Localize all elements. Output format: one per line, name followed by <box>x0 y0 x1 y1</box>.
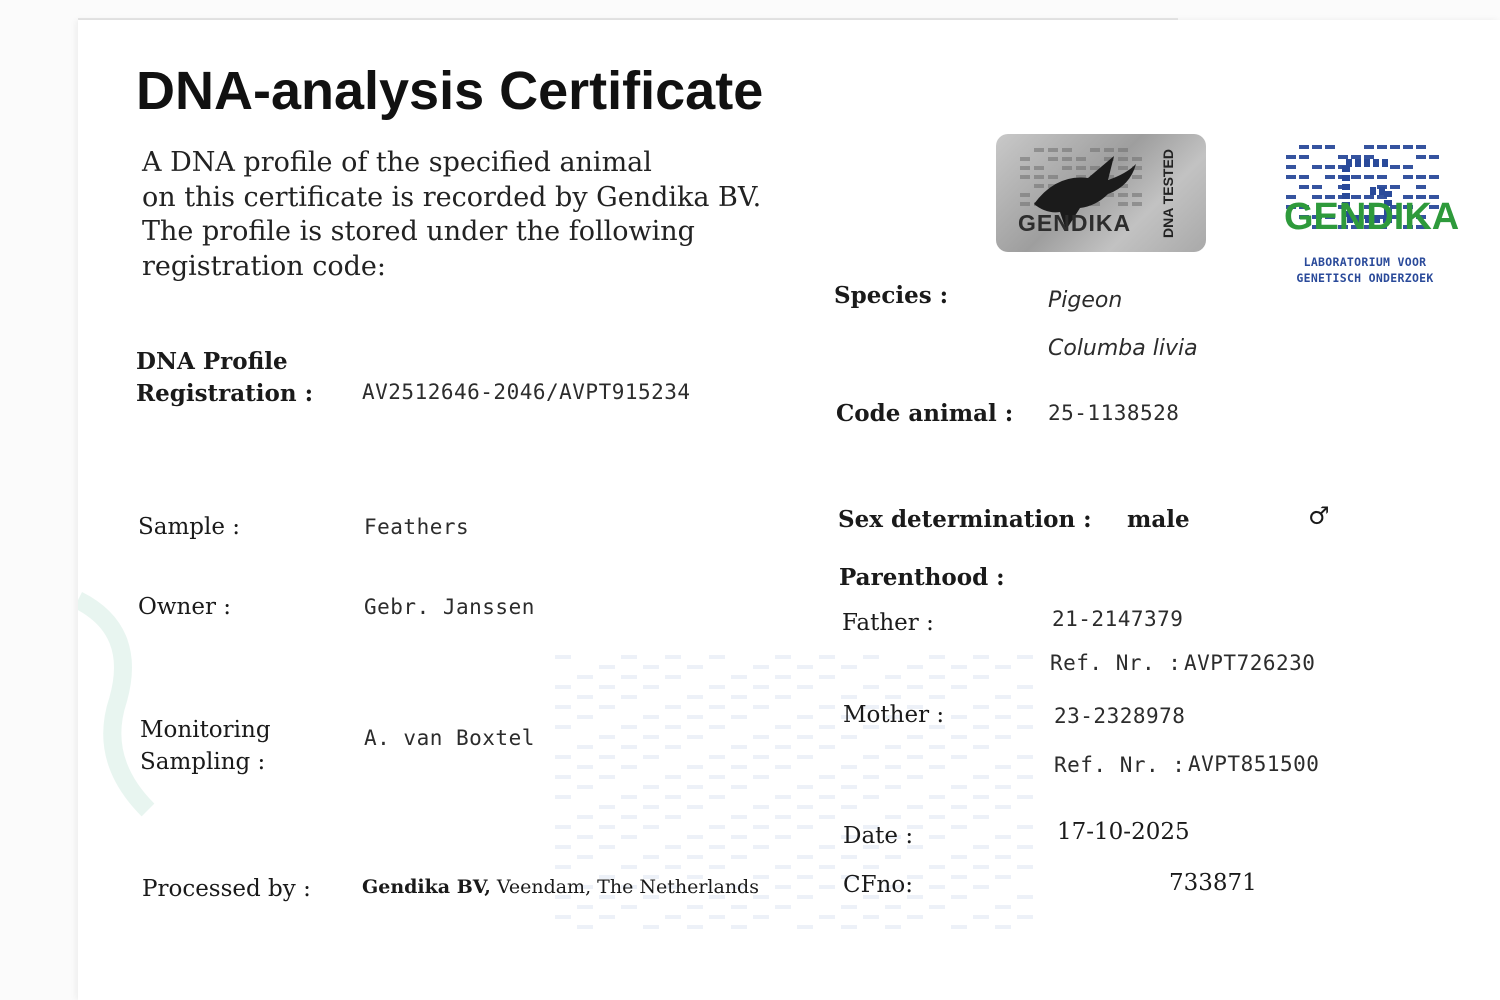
sex-value: male <box>1127 506 1190 533</box>
father-label: Father : <box>842 610 934 636</box>
logo-name: GENDIKA <box>1284 196 1460 238</box>
dna-tested-seal <box>996 134 1206 252</box>
registration-label-line1: DNA Profile <box>136 348 288 375</box>
registration-label-line2: Registration : <box>136 380 314 407</box>
intro-line: A DNA profile of the specified animal <box>142 147 652 178</box>
parenthood-label: Parenthood : <box>839 564 1005 591</box>
monitoring-label-line2: Sampling : <box>140 749 266 775</box>
seal-brand: GENDIKA <box>1018 210 1132 236</box>
mother-label: Mother : <box>843 702 945 728</box>
processed-value-company: Gendika BV, <box>362 876 491 898</box>
mother-ref-value: AVPT851500 <box>1188 752 1320 776</box>
male-symbol-icon: ♂ <box>1308 502 1330 530</box>
species-label: Species : <box>834 282 949 309</box>
mother-ref-label: Ref. Nr. : <box>1054 753 1186 777</box>
father-ref-label: Ref. Nr. : <box>1050 651 1182 675</box>
owner-value: Gebr. Janssen <box>364 595 535 619</box>
certificate-title: DNA-analysis Certificate <box>136 61 764 121</box>
intro-line: The profile is stored under the following <box>142 216 695 247</box>
species-latin-value: Columba livia <box>1048 336 1198 361</box>
logo-subtitle <box>1276 254 1454 286</box>
code-animal-label: Code animal : <box>836 400 1014 427</box>
father-ref-value: AVPT726230 <box>1184 651 1316 675</box>
sample-label: Sample : <box>138 514 241 540</box>
mother-value: 23-2328978 <box>1054 704 1186 728</box>
logo-subtitle-line: GENETISCH ONDERZOEK <box>1296 271 1434 285</box>
intro-line: registration code: <box>142 250 386 282</box>
father-value: 21-2147379 <box>1052 607 1184 631</box>
sample-value: Feathers <box>364 515 470 539</box>
intro-paragraph <box>142 146 761 284</box>
monitoring-label-line1: Monitoring <box>140 717 271 743</box>
sex-label: Sex determination : <box>838 506 1092 533</box>
intro-line: on this certificate is recorded by Gendika BV. <box>142 181 762 213</box>
species-common-value: Pigeon <box>1048 288 1123 313</box>
monitoring-value: A. van Boxtel <box>364 726 535 750</box>
processed-value <box>362 876 759 898</box>
date-label: Date : <box>843 823 914 849</box>
dna-watermark <box>555 655 1035 955</box>
registration-value: AV2512646-2046/AVPT915234 <box>362 380 691 404</box>
processed-label: Processed by : <box>142 876 311 902</box>
processed-value-location: Veendam, The Netherlands <box>490 876 759 898</box>
code-animal-value: 25-1138528 <box>1048 401 1180 425</box>
owner-label: Owner : <box>138 594 232 620</box>
date-value: 17-10-2025 <box>1057 819 1190 845</box>
logo-subtitle-line: LABORATORIUM VOOR <box>1303 255 1427 269</box>
seal-side-text: DNA TESTED <box>1160 149 1176 239</box>
cfno-label: CFno: <box>843 872 913 898</box>
cfno-value: 733871 <box>1169 870 1257 896</box>
